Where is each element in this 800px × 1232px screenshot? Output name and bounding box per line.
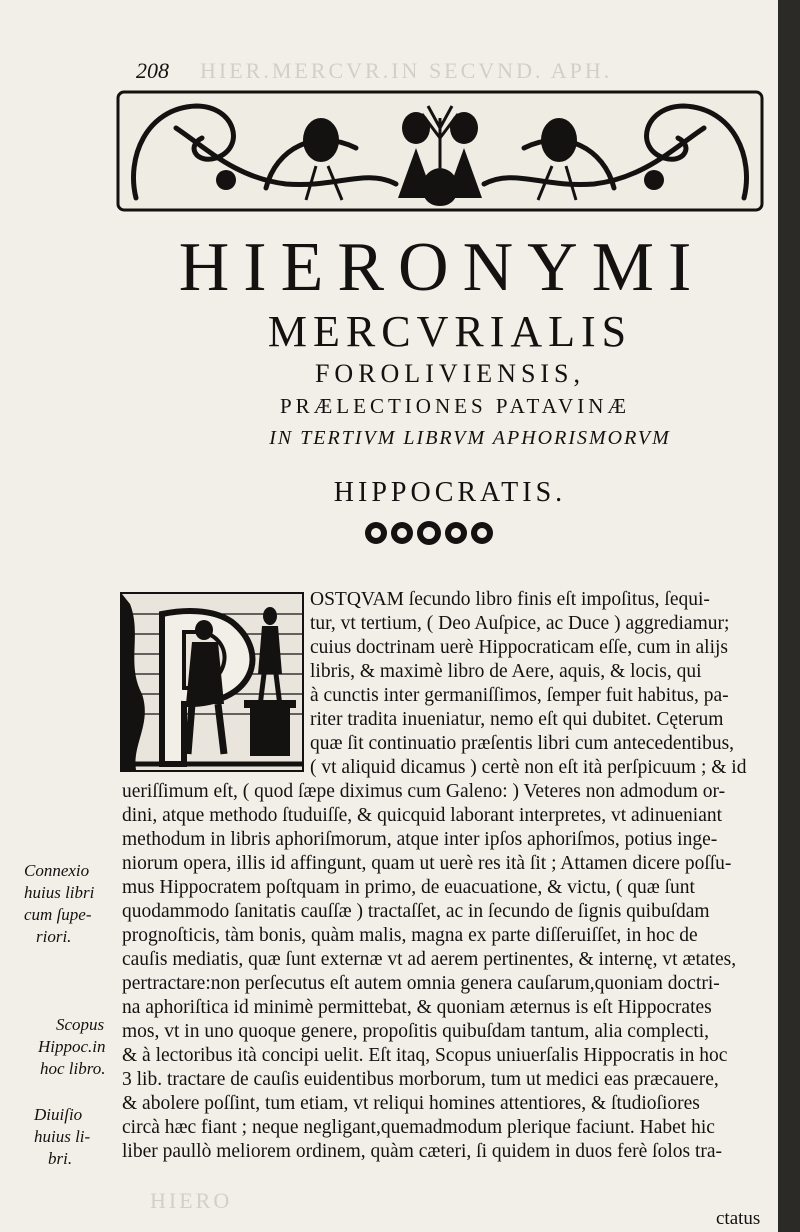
margin-note-line: Hippoc.in — [38, 1037, 106, 1056]
margin-note-line: cum ſupe- — [24, 905, 92, 924]
title-hippocrates: HIPPOCRATIS. — [333, 477, 567, 508]
margin-note-line: huius li- — [34, 1127, 91, 1146]
body-line: & abolere poſſint, tum etiam, vt reliqui homines attentiores, & ſtudioſiores — [122, 1093, 700, 1114]
body-line: mos, vt in uno quoque genere, propoſitis quibuſdam tantum, alia complecti, — [122, 1021, 710, 1042]
margin-note-line: Scopus — [56, 1015, 105, 1034]
catchword: ctatus — [716, 1208, 761, 1229]
body-line: pertractare:non perſecutus eſt autem omnia genera cauſarum,quoniam doctri- — [122, 973, 720, 994]
body-line: na aphoriſtica id minimè permittebat, & quoniam æternus is eſt Hippocrates — [122, 997, 712, 1018]
margin-note-scopus — [30, 1014, 118, 1080]
title-subject: IN TERTIVM LIBRVM APHORISMORVM — [269, 427, 671, 449]
body-line: riter tradita inueniatur, nemo eſt qui dubitet. Cęterum — [310, 709, 724, 730]
body-line: libris, & maximè libro de Aere, aquis, & locis, qui — [310, 661, 702, 682]
title-origin: FOROLIVIENSIS, — [314, 359, 586, 388]
body-line: mus Hippocratem poſtquam in primo, de euacuatione, & victu, ( quæ ſunt — [122, 877, 695, 898]
margin-note-connexio — [24, 860, 112, 948]
title-lectures: PRÆLECTIONES PATAVINÆ — [279, 394, 631, 418]
body-line: methodum in libris aphoriſmorum, atque inter ipſos aphoriſmos, potius inge- — [122, 829, 718, 850]
margin-note-line: Connexio — [24, 861, 90, 880]
body-line: cuius doctrinam uerè Hippocraticam eſſe, cum in alijs — [310, 637, 729, 658]
margin-note-diuisio — [34, 1104, 122, 1170]
body-line: quodammodo ſanitatis cauſſæ ) tractaſſet, ac in ſecundo de ſignis quibuſdam — [122, 901, 710, 922]
body-line: OSTQVAM ſecundo libro finis eſt impoſitus, ſequi- — [310, 589, 710, 610]
margin-note-line: huius libri — [24, 883, 95, 902]
title-author-surname: MERCVRIALIS — [267, 307, 633, 356]
body-line: quæ ſit continuatio præſentis libri cum antecedentibus, — [310, 733, 735, 754]
body-line: ( vt aliquid dicamus ) certè non eſt ità perſpicuum ; & id — [310, 757, 747, 778]
show-through-text: HIER.MERCVR.IN SECVND. APH. — [200, 58, 613, 83]
margin-note-line: riori. — [36, 927, 72, 946]
body-line: niorum opera, illis id affingunt, quam ut uerè res ità ſit ; Attamen dicere poſſu- — [122, 853, 732, 874]
title-author-name: HIERONYMI — [178, 229, 706, 306]
body-line: tur, vt tertium, ( Deo Auſpice, ac Duce ) aggrediamur; — [310, 613, 730, 634]
body-line: 3 lib. tractare de cauſis euidentibus morborum, tum ut medici eas præcauere, — [122, 1069, 719, 1090]
show-through-text: HIERO — [150, 1188, 233, 1213]
margin-note-line: bri. — [48, 1149, 73, 1168]
body-line: liber paullò meliorem ordinem, quàm cæteri, ſi quidem in duos ferè ſolos tra- — [122, 1141, 723, 1162]
body-line: à cunctis inter germaniſſimos, ſemper fuit habitus, pa- — [310, 685, 729, 706]
body-line: ueriſſimum eſt, ( quod ſæpe diximus cum Galeno: ) Veteres non admodum or- — [122, 781, 726, 802]
body-line: cauſis mediatis, quæ ſunt externæ vt ad aerem pertinentes, & internę, vt ætates, — [122, 949, 737, 970]
body-line: circà hæc fiant ; neque negligant,quemadmodum plerique faciunt. Habet hic — [122, 1117, 715, 1138]
margin-note-line: Diuiſio — [34, 1105, 83, 1124]
body-line: & à lectoribus ità concipi uelit. Eſt itaq, Scopus uniuerſalis Hippocratis in hoc — [122, 1045, 728, 1066]
body-line: dini, atque methodo ſtuduiſſe, & quicquid laborant interpretes, vt adinueniant — [122, 805, 723, 826]
page-edge-shadow — [778, 0, 800, 1232]
body-line: prognoſticis, tàm bonis, quàm malis, magna ex parte diſſeruiſſet, in hoc de — [122, 925, 698, 946]
margin-note-line: hoc libro. — [40, 1059, 106, 1078]
page-number: 208 — [136, 58, 169, 83]
